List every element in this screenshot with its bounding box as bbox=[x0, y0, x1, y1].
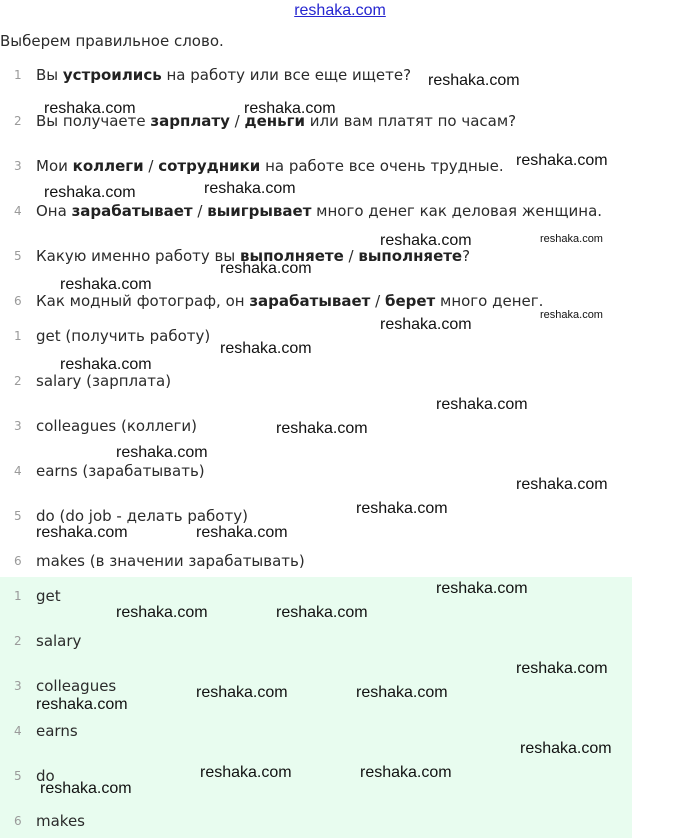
row-number: 5 bbox=[14, 769, 22, 783]
watermark: reshaka.com bbox=[60, 356, 152, 373]
watermark: reshaka.com bbox=[220, 260, 312, 277]
row-number: 1 bbox=[14, 68, 22, 82]
answer-text: earns bbox=[36, 722, 78, 740]
row-number: 2 bbox=[14, 114, 22, 128]
watermark: reshaka.com bbox=[436, 580, 528, 597]
watermark: reshaka.com bbox=[220, 340, 312, 357]
watermark: reshaka.com bbox=[276, 420, 368, 437]
row-number: 2 bbox=[14, 634, 22, 648]
translation-text: colleagues (коллеги) bbox=[36, 417, 197, 435]
answer-text: do bbox=[36, 767, 55, 785]
site-header-link[interactable]: reshaka.com bbox=[294, 2, 386, 19]
watermark: reshaka.com bbox=[40, 780, 132, 797]
watermark: reshaka.com bbox=[196, 524, 288, 541]
watermark: reshaka.com bbox=[116, 444, 208, 461]
watermark: reshaka.com bbox=[244, 100, 336, 117]
row-number: 4 bbox=[14, 204, 22, 218]
watermark: reshaka.com bbox=[516, 152, 608, 169]
translation-text: do (do job - делать работу) bbox=[36, 507, 248, 525]
row-number: 3 bbox=[14, 419, 22, 433]
watermark: reshaka.com bbox=[436, 396, 528, 413]
watermark: reshaka.com bbox=[276, 604, 368, 621]
answer-text: makes bbox=[36, 812, 85, 830]
watermark: reshaka.com bbox=[540, 309, 603, 321]
answer-text: get bbox=[36, 587, 61, 605]
watermark: reshaka.com bbox=[200, 764, 292, 781]
translation-text: salary (зарплата) bbox=[36, 372, 172, 390]
watermark: reshaka.com bbox=[36, 524, 128, 541]
watermark: reshaka.com bbox=[516, 660, 608, 677]
watermark: reshaka.com bbox=[360, 764, 452, 781]
question-text: Вы получаете зарплату / деньги или вам платят по часам? bbox=[36, 112, 517, 130]
translation-text: earns (зарабатывать) bbox=[36, 462, 205, 480]
row-number: 1 bbox=[14, 329, 22, 343]
row-number: 4 bbox=[14, 464, 22, 478]
watermark: reshaka.com bbox=[520, 740, 612, 757]
watermark: reshaka.com bbox=[44, 184, 136, 201]
answer-text: salary bbox=[36, 632, 82, 650]
row-number: 5 bbox=[14, 509, 22, 523]
watermark: reshaka.com bbox=[196, 684, 288, 701]
watermark: reshaka.com bbox=[356, 500, 448, 517]
row-number: 6 bbox=[14, 814, 22, 828]
row-number: 2 bbox=[14, 374, 22, 388]
translation-text: makes (в значении зарабатывать) bbox=[36, 552, 305, 570]
watermark: reshaka.com bbox=[60, 276, 152, 293]
watermark: reshaka.com bbox=[428, 72, 520, 89]
intro-text: Выберем правильное слово. bbox=[0, 32, 224, 50]
watermark: reshaka.com bbox=[516, 476, 608, 493]
question-text: Какую именно работу вы выполняете / выполняете? bbox=[36, 247, 471, 265]
row-number: 5 bbox=[14, 249, 22, 263]
row-number: 6 bbox=[14, 554, 22, 568]
translation-text: get (получить работу) bbox=[36, 327, 211, 345]
question-text: Вы устроились на работу или все еще ищете? bbox=[36, 66, 412, 84]
question-text: Она зарабатывает / выигрывает много денег как деловая женщина. bbox=[36, 202, 603, 220]
watermark: reshaka.com bbox=[356, 684, 448, 701]
watermark: reshaka.com bbox=[36, 696, 128, 713]
row-number: 6 bbox=[14, 294, 22, 308]
watermark: reshaka.com bbox=[380, 316, 472, 333]
question-text: Мои коллеги / сотрудники на работе все очень трудные. bbox=[36, 157, 504, 175]
watermark: reshaka.com bbox=[380, 232, 472, 249]
question-text: Как модный фотограф, он зарабатывает / берет много денег. bbox=[36, 292, 544, 310]
row-number: 4 bbox=[14, 724, 22, 738]
row-number: 1 bbox=[14, 589, 22, 603]
watermark: reshaka.com bbox=[540, 233, 603, 245]
watermark: reshaka.com bbox=[116, 604, 208, 621]
watermark: reshaka.com bbox=[204, 180, 296, 197]
answer-text: colleagues bbox=[36, 677, 117, 695]
row-number: 3 bbox=[14, 679, 22, 693]
watermark: reshaka.com bbox=[44, 100, 136, 117]
row-number: 3 bbox=[14, 159, 22, 173]
